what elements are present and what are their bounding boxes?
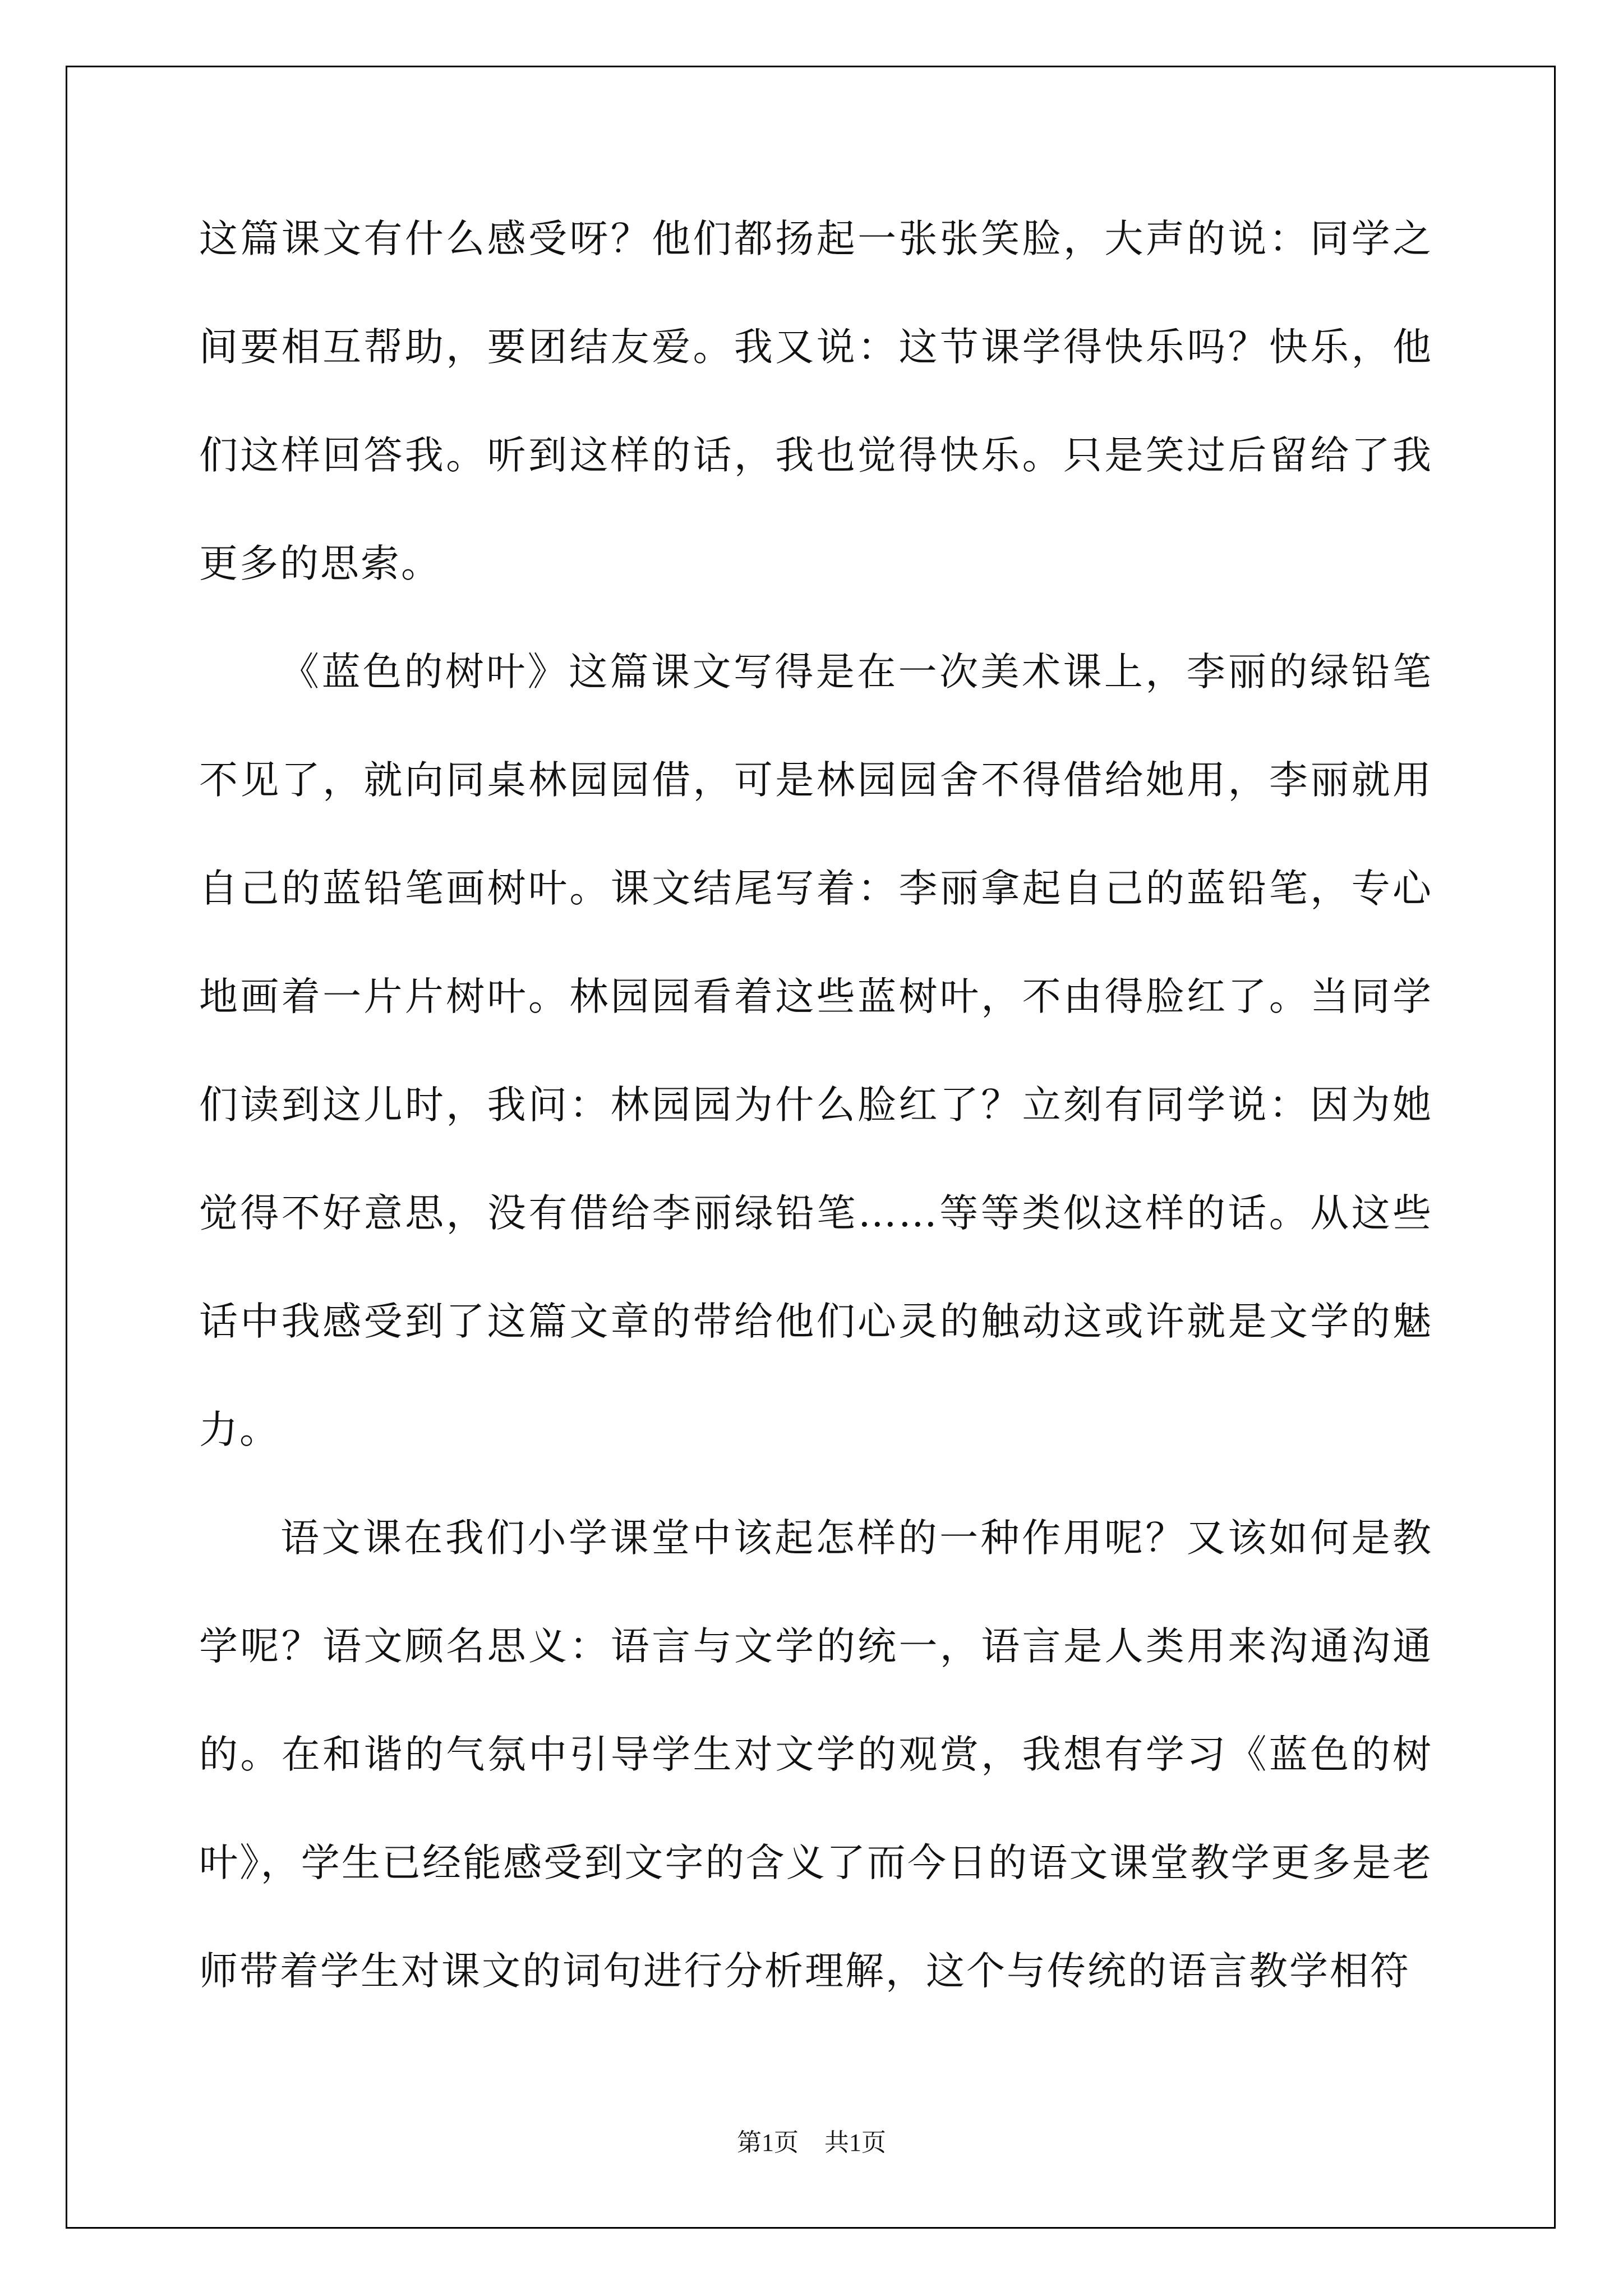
paragraph-1: 这篇课文有什么感受呀？他们都扬起一张张笑脸，大声的说：同学之间要相互帮助，要团结友爱。我又说：这节课学得快乐吗？快乐，他们这样回答我。听到这样的话，我也觉得快乐。只是笑过后留给了我更多的思索。 [199,217,1433,586]
document-body [199,185,1433,2026]
paragraph-2: 《蓝色的树叶》这篇课文写得是在一次美术课上，李丽的绿铅笔不见了，就向同桌林园园借，可是林园园舍不得借给她用，李丽就用自己的蓝铅笔画树叶。课文结尾写着：李丽拿起自己的蓝铅笔，专心地画着一片片树叶。林园园看着这些蓝树叶，不由得脸红了。当同学们读到这儿时，我问：林园园为什么脸红了？立刻有同学说：因为她觉得不好意思，没有借给李丽绿铅笔……等等类似这样的话。从这些话中我感受到了这篇文章的带给他们心灵的触动这或许就是文学的魅力。 [199,650,1433,1452]
page-number: 第1页 [737,2129,799,2156]
paragraph-3: 语文课在我们小学课堂中该起怎样的一种作用呢？又该如何是教学呢？语文顾名思义：语言与文学的统一，语言是人类用来沟通沟通的。在和谐的气氛中引导学生对文学的观赏，我想有学习《蓝色的树叶》，学生已经能感受到文字的含义了而今日的语文课堂教学更多是老师带着学生对课文的词句进行分析理解，这个与传统的语言教学相符 [199,1516,1433,1994]
page-total: 共1页 [824,2129,886,2156]
page-footer [0,2126,1623,2160]
